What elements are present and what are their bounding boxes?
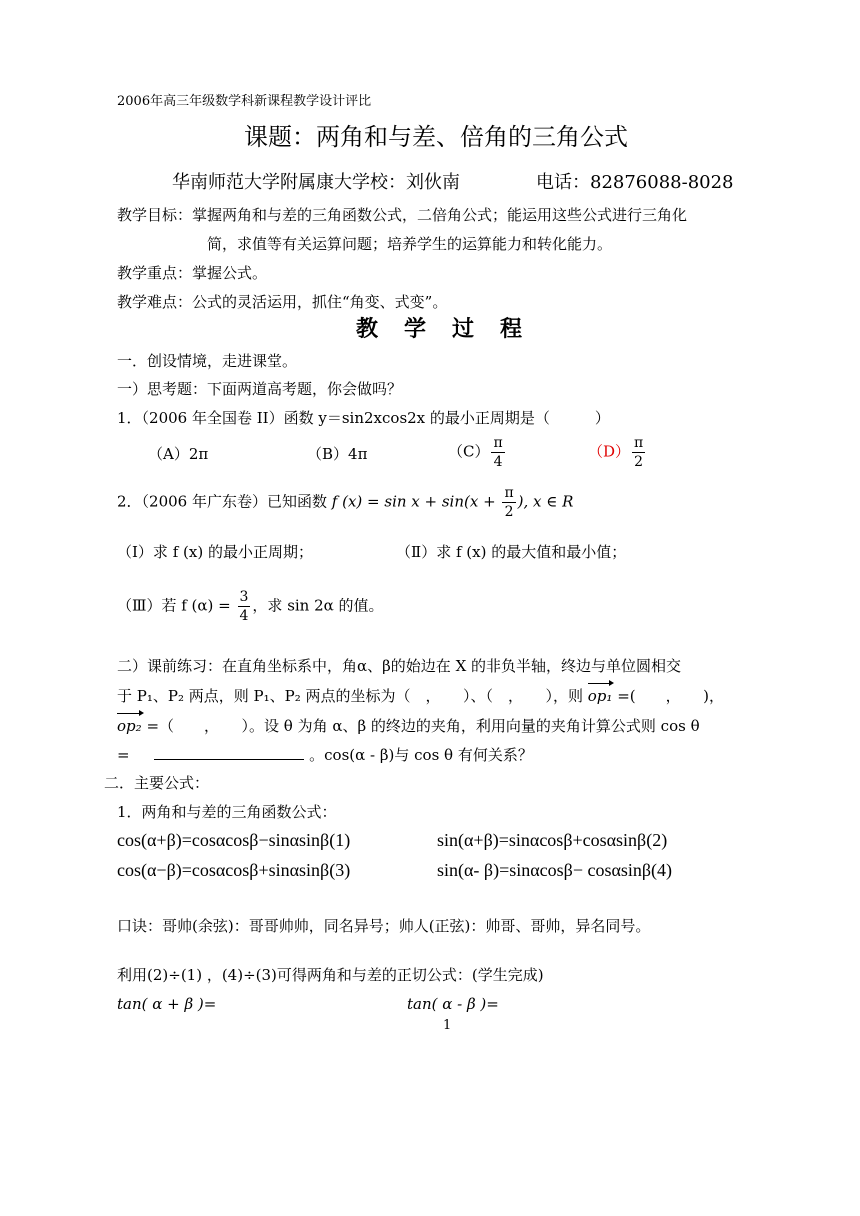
answer-marker: （D） [588, 442, 631, 461]
contest-line: 2006年高三年级数学科新课程教学设计评比 [117, 94, 372, 109]
formula-1: cos(α+β)=cosαcosβ−sinαsinβ(1) [117, 830, 351, 850]
page-number: 1 [443, 1018, 452, 1033]
key-point: 教学重点：掌握公式。 [117, 264, 268, 282]
q1-option-c: （C） $\frac{\pi}{4}$ [448, 435, 503, 470]
mnemonic: 口诀：哥帅(余弦)：哥哥帅帅，同名异号；帅人(正弦)：帅哥、哥帅，异名同号。 [117, 917, 651, 935]
section1-heading: 一．创设情境，走进课堂。 [117, 352, 298, 370]
vector-op1: op₁ [587, 687, 613, 705]
formula-4: sin(α- β)=sinαcosβ− cosαsinβ(4) [437, 860, 673, 880]
tan-sum: tan( α + β )= [117, 995, 217, 1013]
author-school: 华南师范大学附属康大学校：刘伙南 [172, 172, 460, 193]
vector-op2: op₂ [117, 717, 142, 735]
difficulty: 教学难点：公式的灵活运用，抓住“角变、式变”。 [117, 293, 448, 311]
section1-sub1: 一）思考题：下面两道高考题，你会做吗？ [117, 380, 403, 398]
tan-diff: tan( α - β )= [407, 995, 499, 1013]
author-phone: 电话：82876088-8028 [536, 172, 734, 193]
sub2-line4: = 。cos(α - β)与 cos θ 有何关系？ [117, 746, 533, 764]
question-2: 2．（2006 年广东卷）已知函数 f (x) = sin x + sin(x + $\frac{\pi}{2}$ ), x ∈ R [117, 485, 574, 520]
section2-sub1: 1．两角和与差的三角函数公式： [117, 803, 337, 821]
section2-heading: 二．主要公式： [104, 774, 210, 792]
q1-option-b: （B）4π [307, 445, 368, 463]
question-1: 1．（2006 年全国卷 II）函数 y＝sin2xcos2x 的最小正周期是（ ） [117, 409, 610, 427]
page-title: 课题：两角和与差、倍角的三角公式 [244, 123, 628, 151]
q2-part3: （Ⅲ）若 f (α) = $\frac{3}{4}$ ，求 sin 2α 的值。 [117, 589, 384, 624]
q2-part2: （Ⅱ）求 f (x) 的最大值和最小值； [396, 543, 627, 561]
sub2-line3: op₂ =（ ， ）。设 θ 为角 α、β 的终边的夹角，利用向量的夹角计算公式则 cos θ [117, 717, 700, 735]
q1-option-a: （A）2π [148, 445, 209, 463]
q2-part1: （Ⅰ）求 f (x) 的最小正周期； [117, 543, 313, 561]
sub2-line1: 二）课前练习：在直角坐标系中，角α、β的始边在 X 的非负半轴，终边与单位圆相交 [117, 657, 682, 675]
process-heading: 教学过程 [356, 316, 549, 342]
formula-3: cos(α−β)=cosαcosβ+sinαsinβ(3) [117, 860, 351, 880]
sub2-line2: 于 P₁、P₂ 两点，则 P₁、P₂ 两点的坐标为（ ， ）、（ ， ），则 op₁ =( ， )， [117, 687, 724, 705]
q1-option-d: （D） $\frac{\pi}{2}$ [588, 435, 644, 470]
formula-2: sin(α+β)=sinαcosβ+cosαsinβ(2) [437, 830, 668, 850]
goals-line2: 简，求值等有关运算问题；培养学生的运算能力和转化能力。 [207, 235, 613, 253]
answer-blank[interactable] [154, 745, 304, 760]
goals-line1: 教学目标：掌握两角和与差的三角函数公式，二倍角公式；能运用这些公式进行三角化 [117, 206, 688, 224]
tangent-intro: 利用(2)÷(1) ，(4)÷(3)可得两角和与差的正切公式：(学生完成) [117, 966, 544, 984]
